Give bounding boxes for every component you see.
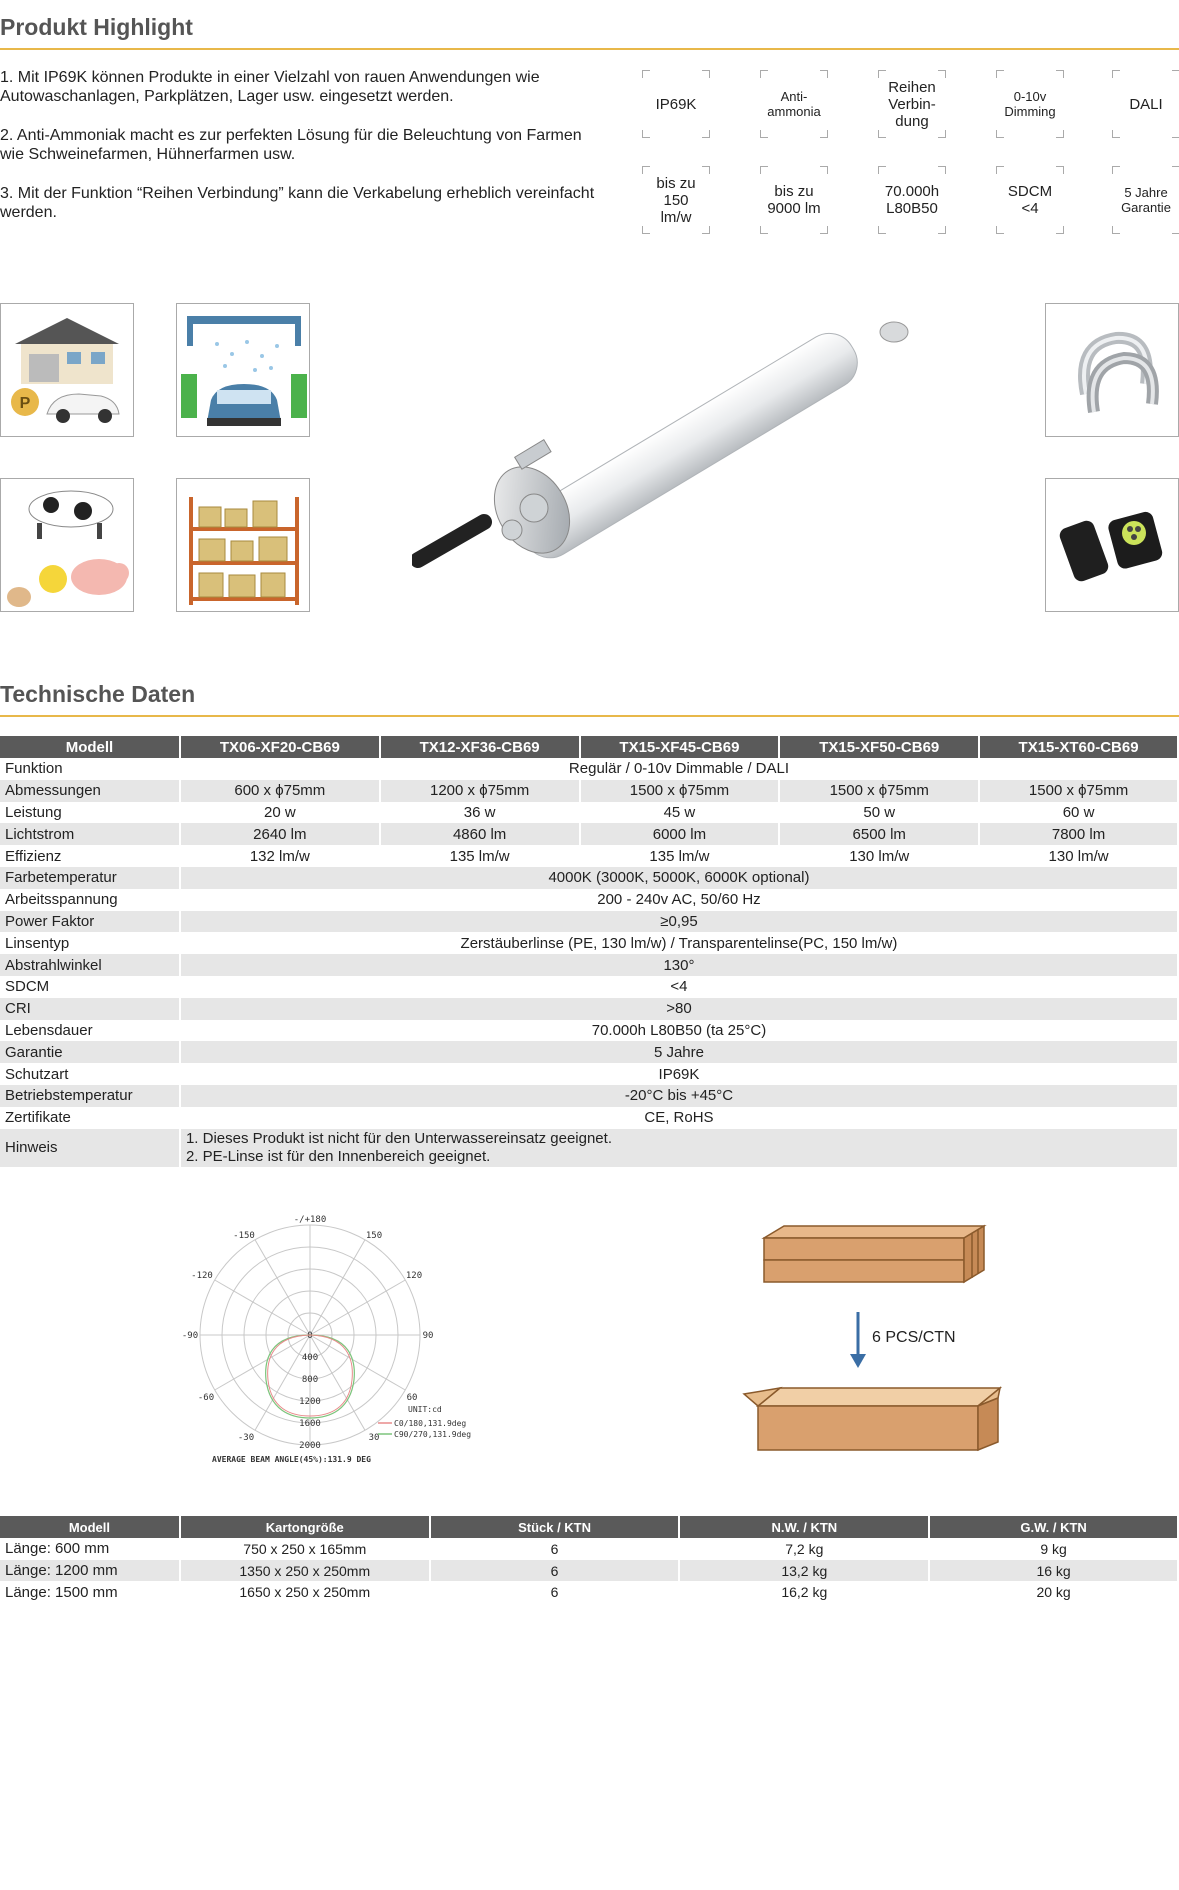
spec-value: 1500 x ϕ75mm (779, 780, 979, 802)
polar-spoke (310, 1240, 365, 1335)
spec-label: Lebensdauer (0, 1020, 180, 1042)
spec-value: 45 w (580, 802, 780, 824)
spec-row (0, 1020, 1178, 1042)
polar-legend-c0: C0/180,131.9deg (394, 1419, 467, 1428)
feature-dali: DALI (1112, 70, 1179, 138)
polar-radial-label: 1200 (299, 1397, 321, 1407)
highlight-paragraph-1: 1. Mit IP69K können Produkte in einer Vielzahl von rauen Anwendungen wie Autowaschanlagen, Parkplätzen, Lager usw. eingesetzt werden. (0, 69, 540, 105)
packing-table (0, 1516, 1179, 1603)
feature-dimming: 0-10v Dimming (996, 70, 1064, 138)
packing-cell: 20 kg (929, 1581, 1178, 1603)
polar-radial-label: 400 (301, 1353, 319, 1363)
spec-value: 600 x ϕ75mm (180, 780, 380, 802)
packing-row (0, 1581, 1178, 1603)
spec-label: Lichtstrom (0, 823, 180, 845)
feature-lifetime: 70.000h L80B50 (878, 166, 946, 234)
spec-value: 20 w (180, 802, 380, 824)
feature-lumen: bis zu 9000 lm (760, 166, 828, 234)
polar-legend-c90: C90/270,131.9deg (394, 1430, 472, 1439)
spec-value: 130 lm/w (979, 845, 1178, 867)
polar-angle-label: -120 (191, 1271, 213, 1281)
feature-warranty: 5 Jahre Garantie (1112, 166, 1179, 234)
packing-header-col: Kartongröße (180, 1516, 430, 1538)
packing-header-col: Stück / KTN (430, 1516, 680, 1538)
spec-header-model: Modell (0, 736, 180, 758)
spec-header-col: TX12-XF36-CB69 (380, 736, 580, 758)
spec-row (0, 1063, 1178, 1085)
spec-row-leistung (0, 802, 1178, 824)
polar-radial-label: 800 (301, 1375, 319, 1385)
polar-beam-angle: AVERAGE BEAM ANGLE(45%):131.9 DEG (212, 1455, 371, 1464)
packing-cell: 6 (430, 1538, 680, 1560)
spec-header-col: TX15-XT60-CB69 (979, 736, 1178, 758)
polar-spoke (310, 1335, 405, 1390)
packing-cell: 16 kg (929, 1560, 1178, 1582)
polar-angle-label: -90 (181, 1331, 199, 1341)
packing-header-col: N.W. / KTN (679, 1516, 929, 1538)
spec-label: Abstrahlwinkel (0, 954, 180, 976)
accessory-connector-image (1045, 478, 1179, 612)
spec-label: Farbetemperatur (0, 867, 180, 889)
spec-value: 36 w (380, 802, 580, 824)
packing-cell: Länge: 600 mm (0, 1538, 180, 1560)
feature-series-connection: Reihen Verbin- dung (878, 70, 946, 138)
packing-cell: 13,2 kg (679, 1560, 929, 1582)
spec-value: CE, RoHS (180, 1107, 1178, 1129)
spec-row (0, 998, 1178, 1020)
spec-label: Schutzart (0, 1063, 180, 1085)
polar-angle-label: 150 (365, 1231, 383, 1241)
packing-cell: 9 kg (929, 1538, 1178, 1560)
svg-text:P: P (19, 395, 31, 412)
spec-value: 50 w (779, 802, 979, 824)
technical-rule (0, 715, 1179, 717)
packing-cell: 1350 x 250 x 250mm (180, 1560, 430, 1582)
spec-label: Betriebstemperatur (0, 1085, 180, 1107)
spec-value: 5 Jahre (180, 1041, 1178, 1063)
spec-row (0, 976, 1178, 998)
spec-row (0, 954, 1178, 976)
spec-value: 60 w (979, 802, 1178, 824)
spec-row-hinweis (0, 1129, 1178, 1167)
product-tube-image (412, 310, 932, 600)
highlight-title: Produkt Highlight (0, 14, 193, 40)
feature-efficacy: bis zu 150 lm/w (642, 166, 710, 234)
spec-value: -20°C bis +45°C (180, 1085, 1178, 1107)
spec-value: 1500 x ϕ75mm (979, 780, 1178, 802)
application-carwash-image (176, 303, 310, 437)
spec-value: 1200 x ϕ75mm (380, 780, 580, 802)
spec-label: Hinweis (0, 1129, 180, 1167)
spec-row-lichtstrom (0, 823, 1178, 845)
polar-radial-label: 1600 (299, 1419, 321, 1429)
spec-header-col: TX06-XF20-CB69 (180, 736, 380, 758)
accessory-clip-image (1045, 303, 1179, 437)
packing-cell: 6 (430, 1560, 680, 1582)
spec-value: 1500 x ϕ75mm (580, 780, 780, 802)
polar-angle-label: 30 (368, 1433, 380, 1443)
spec-row (0, 932, 1178, 954)
packing-cell: Länge: 1200 mm (0, 1560, 180, 1582)
polar-spoke (255, 1240, 310, 1335)
application-warehouse-image (176, 478, 310, 612)
spec-value: 7800 lm (979, 823, 1178, 845)
packing-quantity-note: 6 PCS/CTN (872, 1329, 956, 1346)
spec-label: Zertifikate (0, 1107, 180, 1129)
spec-value: <4 (180, 976, 1178, 998)
note-line: 1. Dieses Produkt ist nicht für den Unterwassereinsatz geeignet. (185, 1129, 612, 1147)
spec-row (0, 889, 1178, 911)
polar-spoke (215, 1335, 310, 1390)
spec-label: Arbeitsspannung (0, 889, 180, 911)
spec-value: 135 lm/w (580, 845, 780, 867)
feature-sdcm: SDCM <4 (996, 166, 1064, 234)
spec-value: 130° (180, 954, 1178, 976)
spec-label: CRI (0, 998, 180, 1020)
spec-row (0, 867, 1178, 889)
polar-radial-label: 2000 (299, 1441, 321, 1451)
spec-value: Regulär / 0-10v Dimmable / DALI (180, 758, 1178, 780)
spec-value: 4860 lm (380, 823, 580, 845)
packing-row (0, 1560, 1178, 1582)
spec-header-col: TX15-XF50-CB69 (779, 736, 979, 758)
spec-label: Power Faktor (0, 911, 180, 933)
polar-spoke (310, 1280, 405, 1335)
polar-spoke (215, 1280, 310, 1335)
polar-angle-label: -/+180 (293, 1215, 327, 1225)
spec-value: 200 - 240v AC, 50/60 Hz (180, 889, 1178, 911)
spec-value: 70.000h L80B50 (ta 25°C) (180, 1020, 1178, 1042)
spec-label: Effizienz (0, 845, 180, 867)
spec-value: 4000K (3000K, 5000K, 6000K optional) (180, 867, 1178, 889)
packing-illustration (740, 1220, 1020, 1470)
technical-title: Technische Daten (0, 681, 196, 707)
spec-value: IP69K (180, 1063, 1178, 1085)
spec-value: 6500 lm (779, 823, 979, 845)
spec-row (0, 1041, 1178, 1063)
spec-header-col: TX15-XF45-CB69 (580, 736, 780, 758)
spec-note (180, 1129, 1178, 1167)
packing-row (0, 1538, 1178, 1560)
spec-value: >80 (180, 998, 1178, 1020)
packing-header-col: G.W. / KTN (929, 1516, 1178, 1538)
spec-row-abmessungen (0, 780, 1178, 802)
polar-angle-label: -30 (237, 1433, 255, 1443)
packing-cell: Länge: 1500 mm (0, 1581, 180, 1603)
highlight-paragraph-2: 2. Anti-Ammoniak macht es zur perfekten Lösung für die Beleuchtung von Farmen wie Schweinefarmen, Hühnerfarmen usw. (0, 127, 582, 163)
highlight-rule (0, 48, 1179, 50)
highlight-paragraph-3: 3. Mit der Funktion “Reihen Verbindung” kann die Verkabelung erheblich vereinfacht werden. (0, 185, 595, 221)
spec-row (0, 1107, 1178, 1129)
spec-label: SDCM (0, 976, 180, 998)
application-parking-image (0, 303, 134, 437)
polar-angle-label: 60 (406, 1393, 418, 1403)
spec-row-funktion (0, 758, 1178, 780)
spec-table (0, 736, 1179, 1167)
spec-label: Leistung (0, 802, 180, 824)
spec-value: Zerstäuberlinse (PE, 130 lm/w) / Transparentelinse(PC, 150 lm/w) (180, 932, 1178, 954)
spec-label: Funktion (0, 758, 180, 780)
spec-value: 2640 lm (180, 823, 380, 845)
feature-anti-ammonia: Anti- ammonia (760, 70, 828, 138)
polar-angle-label: 90 (422, 1331, 434, 1341)
polar-unit: UNIT:cd (408, 1405, 442, 1414)
spec-label: Linsentyp (0, 932, 180, 954)
spec-label: Garantie (0, 1041, 180, 1063)
note-line: 2. PE-Linse ist für den Innenbereich geeignet. (185, 1147, 491, 1165)
packing-header-row (0, 1516, 1178, 1538)
spec-value: 6000 lm (580, 823, 780, 845)
spec-label: Abmessungen (0, 780, 180, 802)
spec-value: 130 lm/w (779, 845, 979, 867)
polar-radial-label: 0 (307, 1331, 313, 1341)
spec-row (0, 1085, 1178, 1107)
packing-cell: 6 (430, 1581, 680, 1603)
packing-cell: 750 x 250 x 165mm (180, 1538, 430, 1560)
application-farm-image (0, 478, 134, 612)
polar-light-distribution-diagram (170, 1210, 490, 1470)
spec-value: ≥0,95 (180, 911, 1178, 933)
spec-row-effizienz (0, 845, 1178, 867)
packing-header-col: Modell (0, 1516, 180, 1538)
polar-angle-label: 120 (405, 1271, 423, 1281)
spec-value: 132 lm/w (180, 845, 380, 867)
spec-value: 135 lm/w (380, 845, 580, 867)
packing-cell: 1650 x 250 x 250mm (180, 1581, 430, 1603)
spec-row (0, 911, 1178, 933)
packing-cell: 7,2 kg (679, 1538, 929, 1560)
spec-header-row (0, 736, 1178, 758)
feature-ip69k: IP69K (642, 70, 710, 138)
polar-angle-label: -150 (233, 1231, 255, 1241)
packing-cell: 16,2 kg (679, 1581, 929, 1603)
polar-angle-label: -60 (197, 1393, 215, 1403)
